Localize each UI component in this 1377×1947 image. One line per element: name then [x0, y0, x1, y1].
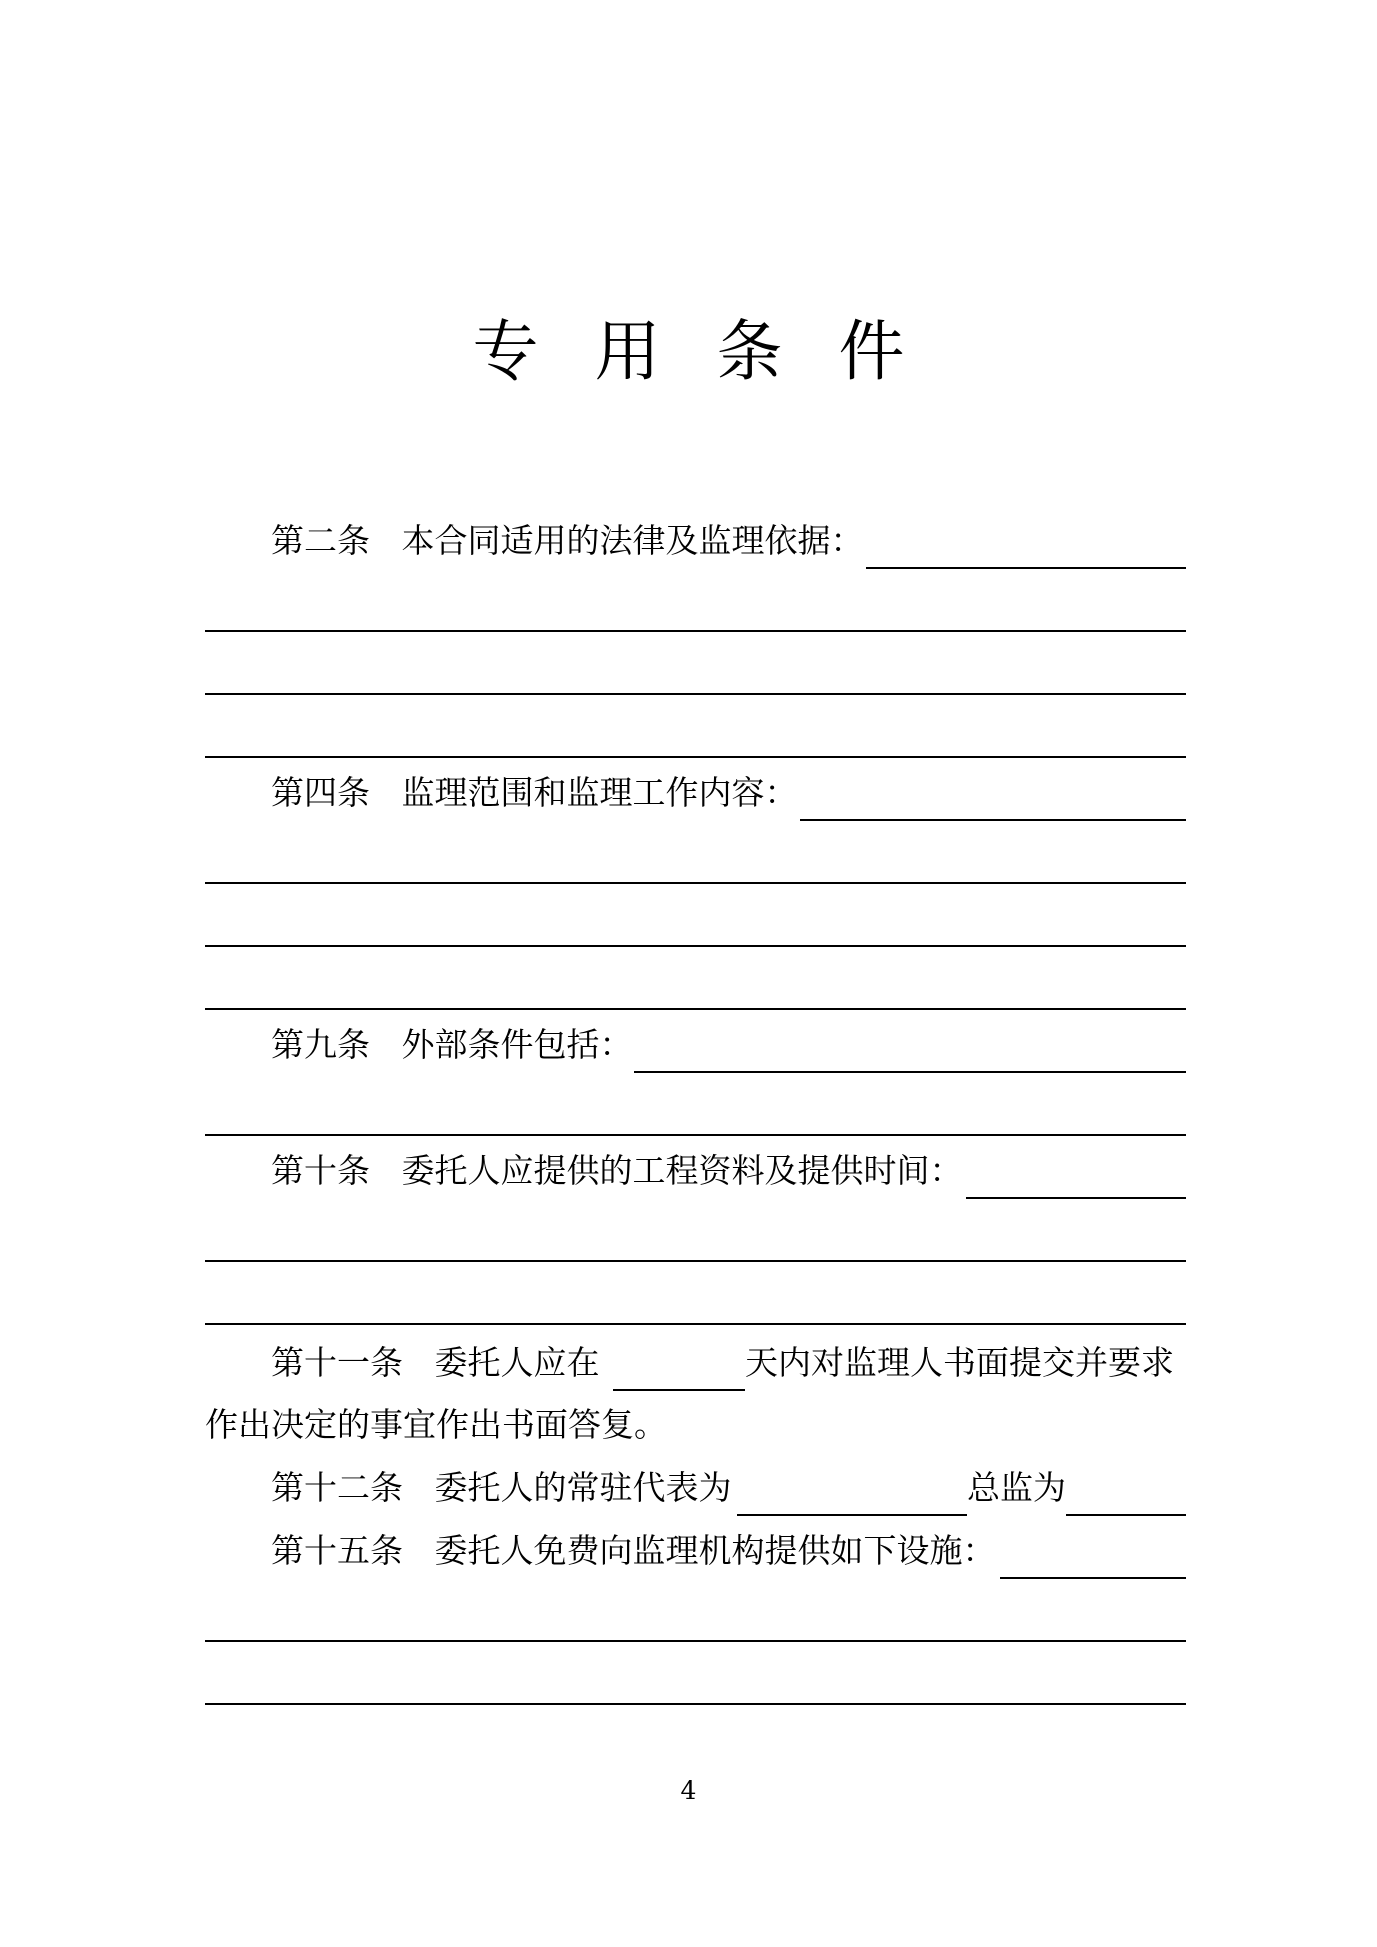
clause-2-body: 本合同适用的法律及监理依据：	[401, 521, 864, 560]
clause-10-body: 委托人应提供的工程资料及提供时间：	[401, 1151, 963, 1190]
clause-12-label: 第十二条	[271, 1468, 403, 1507]
clause-2-line-2[interactable]	[205, 632, 1186, 695]
clause-11-body-b: 天内对监理人书面提交并要求	[745, 1343, 1174, 1382]
clause-11-row	[205, 1328, 1186, 1391]
clause-10-label: 第十条	[271, 1151, 370, 1190]
clause-2-line-1[interactable]	[205, 569, 1186, 632]
clause-2-line-3[interactable]	[205, 695, 1186, 758]
clause-11-body-a: 委托人应在	[434, 1343, 600, 1382]
clause-15-label: 第十五条	[271, 1531, 403, 1570]
clause-4-text	[271, 773, 797, 813]
clause-10-line-1[interactable]	[205, 1199, 1186, 1262]
clause-4-row	[205, 758, 1186, 821]
clause-15-line-2[interactable]	[205, 1642, 1186, 1705]
clause-9-label: 第九条	[271, 1025, 370, 1064]
clause-4-body: 监理范围和监理工作内容：	[401, 773, 798, 812]
page-number: 4	[680, 1776, 697, 1805]
blank-line[interactable]	[205, 1323, 1186, 1325]
clause-9-line-1[interactable]	[205, 1073, 1186, 1136]
clause-12-body-a: 委托人的常驻代表为	[434, 1468, 732, 1507]
clause-2-label: 第二条	[271, 521, 370, 560]
clause-11-row-2	[205, 1390, 1186, 1453]
clause-15-text	[271, 1531, 995, 1571]
clause-4-line-2[interactable]	[205, 884, 1186, 947]
clause-10-text	[271, 1151, 962, 1191]
clause-4-line-1[interactable]	[205, 821, 1186, 884]
clause-15-body: 委托人免费向监理机构提供如下设施：	[434, 1531, 996, 1570]
clause-12-row	[205, 1453, 1186, 1516]
clause-4-label: 第四条	[271, 773, 370, 812]
clause-15-line-1[interactable]	[205, 1579, 1186, 1642]
clause-9-body: 外部条件包括：	[401, 1025, 633, 1064]
clause-11-body-c: 作出决定的事宜作出书面答复。	[205, 1405, 667, 1444]
clause-9-text	[271, 1025, 632, 1065]
blank-line[interactable]	[205, 1703, 1186, 1705]
clause-10-line-2[interactable]	[205, 1262, 1186, 1325]
clause-10-row	[205, 1136, 1186, 1199]
clause-2-row	[205, 506, 1186, 569]
clause-11-text-a	[271, 1343, 599, 1383]
clause-9-row	[205, 1010, 1186, 1073]
clause-11-label: 第十一条	[271, 1343, 403, 1382]
page-title: 专用条件	[472, 313, 961, 390]
clause-15-row	[205, 1516, 1186, 1579]
clause-12-body-b: 总监为	[967, 1468, 1066, 1507]
clause-4-line-3[interactable]	[205, 947, 1186, 1010]
clause-2-text	[271, 521, 863, 561]
clause-12-text-a	[271, 1468, 731, 1508]
